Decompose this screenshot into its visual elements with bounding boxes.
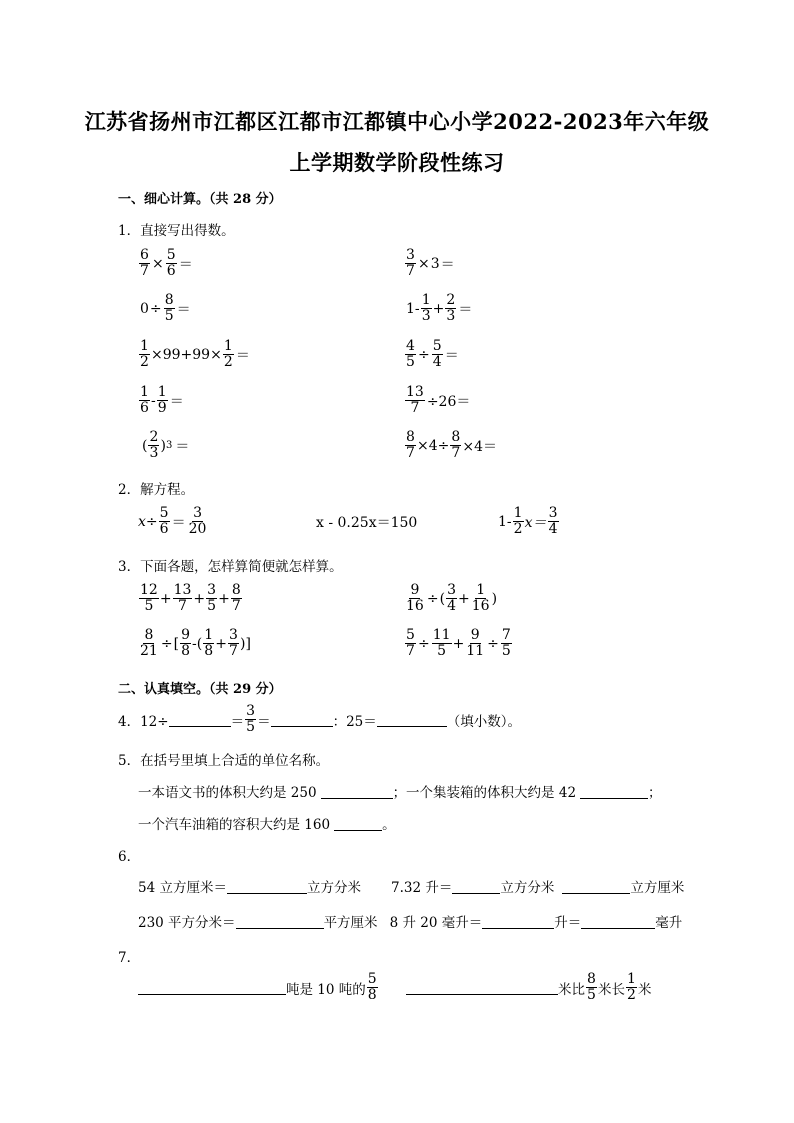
question-6-stem: 6． xyxy=(118,849,141,865)
q5-blank-1[interactable] xyxy=(321,784,393,799)
q1-expr-9: ( $\frac{2}{3}$ ) 3 ＝ xyxy=(142,429,190,462)
q7-part-2: 米比 $\frac{8}{5}$ 米长 $\frac{1}{2}$ 米 xyxy=(406,972,652,1004)
q1-expr-1: $\frac{6}{7}$ × $\frac{5}{6}$ ＝ xyxy=(140,247,193,280)
question-2-stem: 2．解方程。 xyxy=(118,482,195,498)
q1-expr-10: $\frac{8}{7}$ ×4÷ $\frac{8}{7}$ ×4＝ xyxy=(406,429,498,462)
q7-part-1: 吨是 10 吨的 $\frac{5}{8}$ xyxy=(138,972,379,1004)
q3-expr-3: $\frac{8}{21}$ ÷ [ $\frac{9}{8}$ - ( $\frac{1}{8}$ + $\frac{3}{7}$ ) ] xyxy=(140,627,251,660)
q3-expr-4: $\frac{5}{7}$ ÷ $\frac{11}{5}$ + $\frac{9}{11}$ ÷ $\frac{7}{5}$ xyxy=(406,627,511,660)
q1-expr-5: $\frac{1}{2}$ ×99+99× $\frac{1}{2}$ ＝ xyxy=(140,338,250,371)
q6-row-1: 54 立方厘米＝ 立方分米 7.32 升＝ 立方分米 立方厘米 xyxy=(138,880,685,896)
q1-expr-4: 1 - $\frac{1}{3}$ + $\frac{2}{3}$ ＝ xyxy=(406,292,473,325)
q4-blank-2[interactable] xyxy=(271,712,333,727)
q6-blank-6[interactable] xyxy=(581,914,655,929)
question-5-stem: 5．在括号里填上合适的单位名称。 xyxy=(118,753,330,769)
q1-expr-6: $\frac{4}{5}$ ÷ $\frac{5}{4}$ ＝ xyxy=(406,338,459,371)
q4-blank-3[interactable] xyxy=(377,712,447,727)
title-line-2: 上学期数学阶段性练习 xyxy=(289,150,505,175)
q6-blank-5[interactable] xyxy=(482,914,554,929)
question-3-stem: 3．下面各题，怎样算简便就怎样算。 xyxy=(118,559,343,575)
q3-expr-1: $\frac{12}{5}$ + $\frac{13}{7}$ + $\frac{3}{5}$ + $\frac{8}{7}$ xyxy=(140,582,241,615)
q6-blank-4[interactable] xyxy=(236,914,324,929)
q6-blank-3[interactable] xyxy=(562,879,630,894)
title-line-1: 江苏省扬州市江都区江都市江都镇中心小学2022-2023年六年级 xyxy=(84,109,710,134)
section-2-heading: 二、认真填空。（共 29 分） xyxy=(118,682,282,697)
q6-row-2: 230 平方分米＝ 平方厘米 8 升 20 毫升＝ 升＝ 毫升 xyxy=(138,915,683,931)
q5-line-1: 一本语文书的体积大约是 250 ；一个集装箱的体积大约是 42 ； xyxy=(138,785,662,801)
q2-equation-2: x - 0.25x＝150 xyxy=(316,515,418,531)
q1-expr-8: $\frac{13}{7}$ ÷26＝ xyxy=(406,384,471,417)
section-1-heading: 一、细心计算。（共 28 分） xyxy=(118,192,282,207)
q5-blank-3[interactable] xyxy=(334,816,382,831)
q3-expr-2: $\frac{9}{16}$ ÷ ( $\frac{3}{4}$ + $\frac{1}{16}$ ) xyxy=(406,582,498,615)
question-4: 4．12÷ ＝ $\frac{3}{5}$ ＝ ：25＝ （填小数）。 xyxy=(118,703,522,736)
q7-blank-2[interactable] xyxy=(406,980,558,995)
q4-blank-1[interactable] xyxy=(169,712,231,727)
q6-blank-2[interactable] xyxy=(452,879,500,894)
q6-blank-1[interactable] xyxy=(227,879,307,894)
q7-blank-1[interactable] xyxy=(138,980,286,995)
q1-expr-7: $\frac{1}{6}$ - $\frac{1}{9}$ ＝ xyxy=(140,384,184,417)
q5-line-2: 一个汽车油箱的容积大约是 160 。 xyxy=(138,817,396,833)
q2-equation-1: x÷ $\frac{5}{6}$ ＝ $\frac{3}{20}$ xyxy=(138,505,207,538)
q1-expr-3: 0 ÷ $\frac{8}{5}$ ＝ xyxy=(140,292,191,325)
q2-equation-3: 1- $\frac{1}{2}$ x＝ $\frac{3}{4}$ xyxy=(498,505,558,538)
q1-expr-2: $\frac{3}{7}$ × 3 ＝ xyxy=(406,247,455,280)
question-7-stem: 7． xyxy=(118,950,141,966)
q5-blank-2[interactable] xyxy=(580,784,648,799)
question-1-stem: 1．直接写出得数。 xyxy=(118,223,235,239)
